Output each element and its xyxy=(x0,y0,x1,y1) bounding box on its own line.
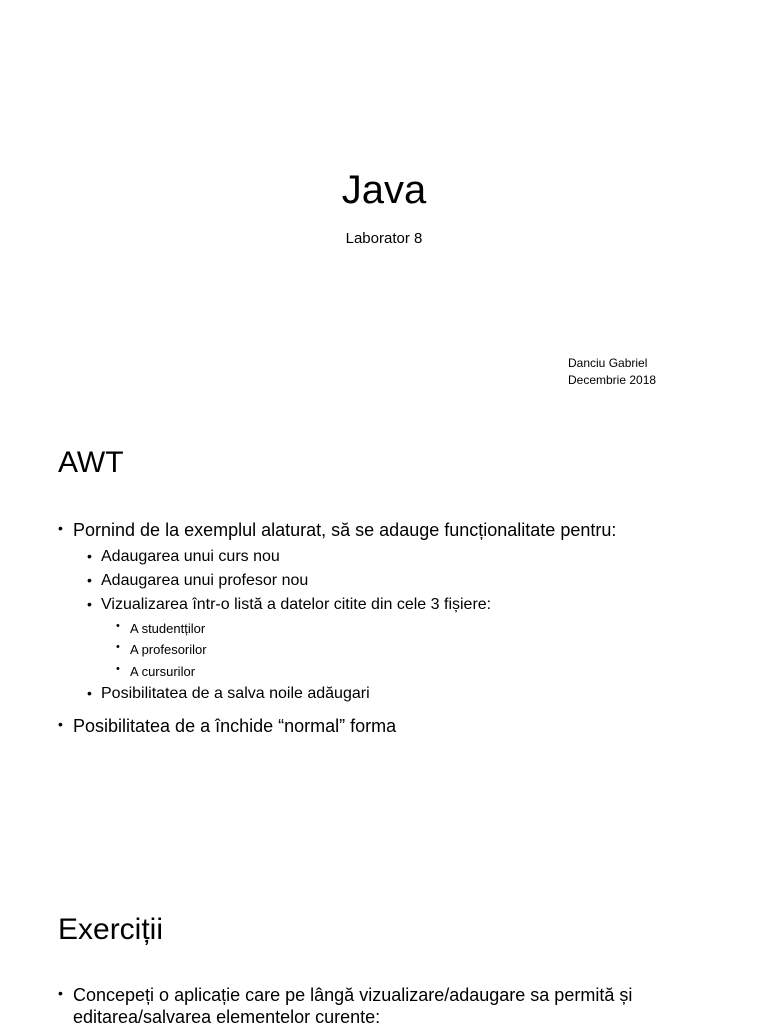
exercise-item-line1: Concepeți o aplicație care pe lângă vizualizare/adaugare sa permită și xyxy=(73,985,633,1005)
exercise-item-line2: editarea/salvarea elementelor curente: xyxy=(73,1007,381,1024)
awt-item-inchidere: Posibilitatea de a închide “normal” forma xyxy=(73,716,397,736)
awt-item-profesor: Adaugarea unui profesor nou xyxy=(101,572,309,589)
bullet-icon: • xyxy=(87,548,92,564)
bullet-icon: • xyxy=(87,596,92,612)
awt-item-salvare: Posibilitatea de a salva noile adăugari xyxy=(101,685,370,702)
bullet-icon: • xyxy=(58,520,63,536)
author-block xyxy=(568,355,656,389)
author-name: Danciu Gabriel xyxy=(568,356,648,370)
awt-item-curs: Adaugarea unui curs nou xyxy=(101,548,280,565)
bullet-icon: • xyxy=(116,663,120,675)
bullet-icon: • xyxy=(58,716,63,732)
slide-title: Java xyxy=(341,168,427,212)
exercise-heading: Exerciții xyxy=(58,913,164,946)
awt-subitem-studenti: A studentților xyxy=(130,621,206,636)
author-date: Decembrie 2018 xyxy=(568,373,657,387)
awt-subitem-profesori: A profesorilor xyxy=(130,642,207,657)
awt-item-vizualizare: Vizualizarea într-o listă a datelor citite din cele 3 fișiere: xyxy=(101,596,492,613)
bullet-icon: • xyxy=(116,641,120,653)
bullet-icon: • xyxy=(87,572,92,588)
bullet-icon: • xyxy=(116,620,120,632)
awt-item-intro: Pornind de la exemplul alaturat, să se adauge funcționalitate pentru: xyxy=(73,520,617,540)
bullet-icon: • xyxy=(58,985,63,1001)
awt-heading: AWT xyxy=(58,446,124,479)
slide-subtitle: Laborator 8 xyxy=(345,230,423,247)
awt-subitem-cursuri: A cursurilor xyxy=(130,664,196,679)
bullet-icon: • xyxy=(87,685,92,701)
